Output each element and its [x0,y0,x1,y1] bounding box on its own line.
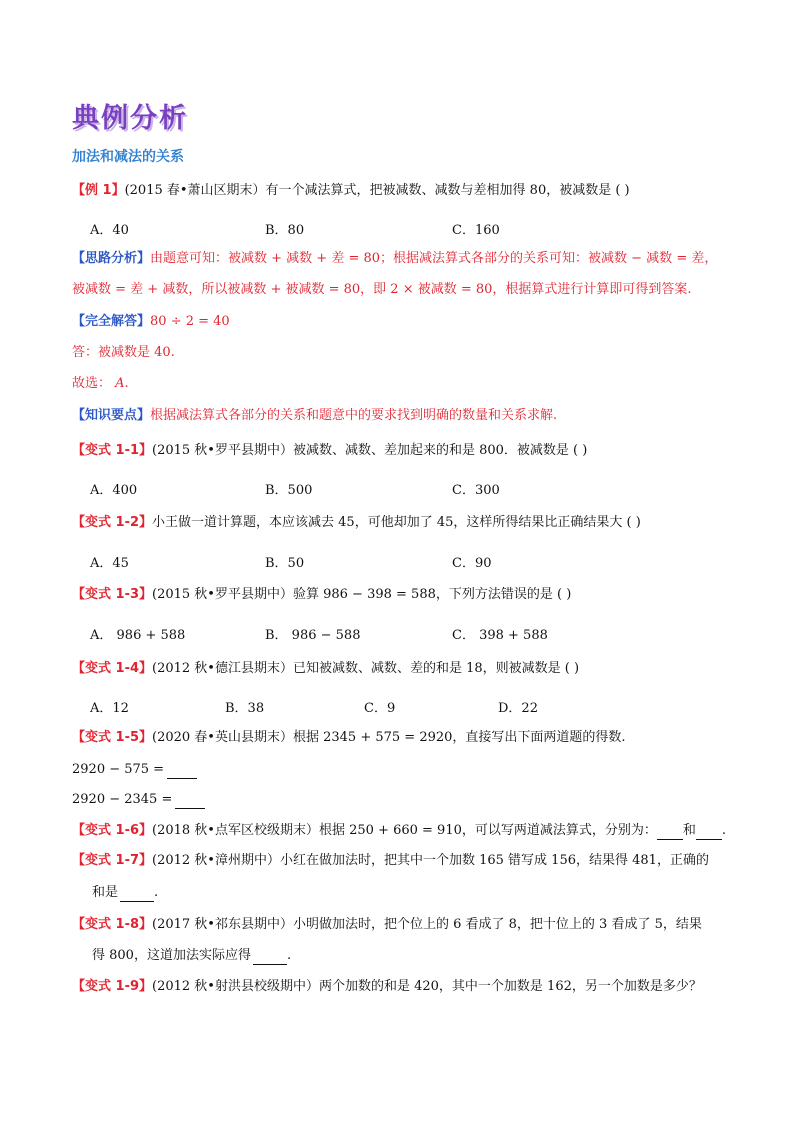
variant-1-7-line-2 [92,884,158,902]
answer-blank [120,901,154,902]
variant-1-1-text: (2015 秋•罗平县期中）被减数、减数、差加起来的和是 800．被减数是 ( ) [152,443,588,458]
variant-1-7-tag: 【变式 1-7】 [72,853,153,868]
variant-1-3-tag: 【变式 1-3】 [72,587,153,602]
solution-answer: 答：被减数是 40. [72,345,175,360]
variant-1-8-tag: 【变式 1-8】 [72,917,153,932]
variant-1-2-option-c: C．90 [452,556,492,571]
solution-choice [72,375,129,393]
variant-1-2-option-a: A．45 [90,556,129,571]
variant-1-2-text: 小王做一道计算题，本应该减去 45，可他却加了 45，这样所得结果比正确结果大 ( ) [152,515,641,530]
section-subtitle: 加法和减法的关系 [72,149,184,165]
variant-1-5-eq2-text: 2920 − 2345 = [72,792,173,807]
solution-tag: 【完全解答】 [72,314,151,329]
answer-blank [253,964,287,965]
variant-1-2-question [72,514,641,532]
example-1-option-b: B．80 [265,223,305,238]
variant-1-7-end: . [154,885,159,900]
solution-choice-suffix: . [124,376,129,391]
variant-1-1-tag: 【变式 1-1】 [72,443,153,458]
variant-1-6-tag: 【变式 1-6】 [72,823,153,838]
example-1-tag: 【例 1】 [72,183,125,198]
variant-1-9-tag: 【变式 1-9】 [72,979,153,994]
solution-choice-prefix: 故选： [72,376,112,391]
solution-choice-letter: A [115,376,125,391]
variant-1-2-option-b: B．50 [265,556,305,571]
analysis-line-2: 被减数 = 差 + 减数，所以被减数 + 被减数 = 80，即 2 × 被减数 = 80，根据算式进行计算即可得到答案. [72,282,692,297]
variant-1-4-text: (2012 秋•德江县期末）已知被减数、减数、差的和是 18，则被减数是 ( ) [152,661,580,676]
analysis-tag: 【思路分析】 [72,251,151,266]
analysis-line-1 [72,250,717,268]
variant-1-3-text: (2015 秋•罗平县期中）验算 986 − 398 = 588，下列方法错误的是 ( ) [152,587,572,602]
variant-1-8-end: . [286,948,292,963]
variant-1-8-line2-text: 得 800，这道加法实际应得 [92,948,251,963]
section-title: 典例分析 [72,103,188,134]
variant-1-1-option-b: B．500 [265,483,313,498]
answer-blank [696,839,722,840]
variant-1-3-question [72,586,571,604]
solution-formula: 80 ÷ 2 = 40 [150,314,230,329]
variant-1-6-mid: 和 [682,823,696,838]
variant-1-3-option-b: B． 986 − 588 [265,628,361,643]
analysis-text-1: 由题意可知：被减数 + 减数 + 差 = 80；根据减法算式各部分的关系可知：被减数 − 减数 = 差， [150,251,718,266]
solution-line [72,313,230,331]
example-1-text: (2015 春•萧山区期末）有一个减法算式，把被减数、减数与差相加得 80，被减数是 ( ) [124,183,630,198]
variant-1-5-tag: 【变式 1-5】 [72,730,153,745]
answer-blank [175,808,205,809]
variant-1-7-text: (2012 秋•漳州期中）小红在做加法时，把其中一个加数 165 错写成 156，结果得 481，正确的 [152,853,709,868]
variant-1-7-line2-text: 和是 [92,885,119,900]
variant-1-5-eq1-text: 2920 − 575 = [72,762,165,777]
knowledge-line [72,407,557,425]
variant-1-5-equation-1 [72,761,197,779]
variant-1-8-line-2 [92,947,291,965]
variant-1-9-text: (2012 秋•射洪县校级期中）两个加数的和是 420，其中一个加数是 162，另一个加数是多少？ [152,979,702,994]
variant-1-8-text: (2017 秋•祁东县期中）小明做加法时，把个位上的 6 看成了 8，把十位上的 3 看成了 5，结果 [152,917,702,932]
example-1-option-c: C．160 [452,223,500,238]
variant-1-4-option-d: D．22 [498,701,538,716]
variant-1-2-tag: 【变式 1-2】 [72,515,153,530]
variant-1-5-question [72,729,626,747]
variant-1-5-text: (2020 春•英山县期末）根据 2345 + 575 = 2920，直接写出下面两道题的得数. [152,730,626,745]
example-1-option-a: A．40 [90,223,129,238]
variant-1-8-question [72,916,702,934]
variant-1-4-option-a: A．12 [90,701,129,716]
variant-1-1-question [72,442,587,460]
variant-1-4-option-b: B．38 [225,701,265,716]
answer-blank [167,778,197,779]
variant-1-3-option-c: C． 398 + 588 [452,628,548,643]
variant-1-4-question [72,660,579,678]
variant-1-6-text: (2018 秋•点军区校级期末）根据 250 + 660 = 910，可以写两道减法算式，分别为： [152,823,657,838]
answer-blank [657,839,683,840]
variant-1-1-option-c: C．300 [452,483,500,498]
variant-1-4-tag: 【变式 1-4】 [72,661,153,676]
knowledge-tag: 【知识要点】 [72,408,151,423]
variant-1-7-question [72,852,709,870]
knowledge-text: 根据减法算式各部分的关系和题意中的要求找到明确的数量和关系求解. [150,408,558,423]
variant-1-4-option-c: C．9 [364,701,396,716]
variant-1-9-question [72,978,702,996]
variant-1-6-question [72,822,726,840]
variant-1-1-option-a: A．400 [90,483,138,498]
variant-1-3-option-a: A． 986 + 588 [90,628,186,643]
variant-1-5-equation-2 [72,791,205,809]
example-1-question [72,182,630,200]
variant-1-6-end: . [721,823,727,838]
